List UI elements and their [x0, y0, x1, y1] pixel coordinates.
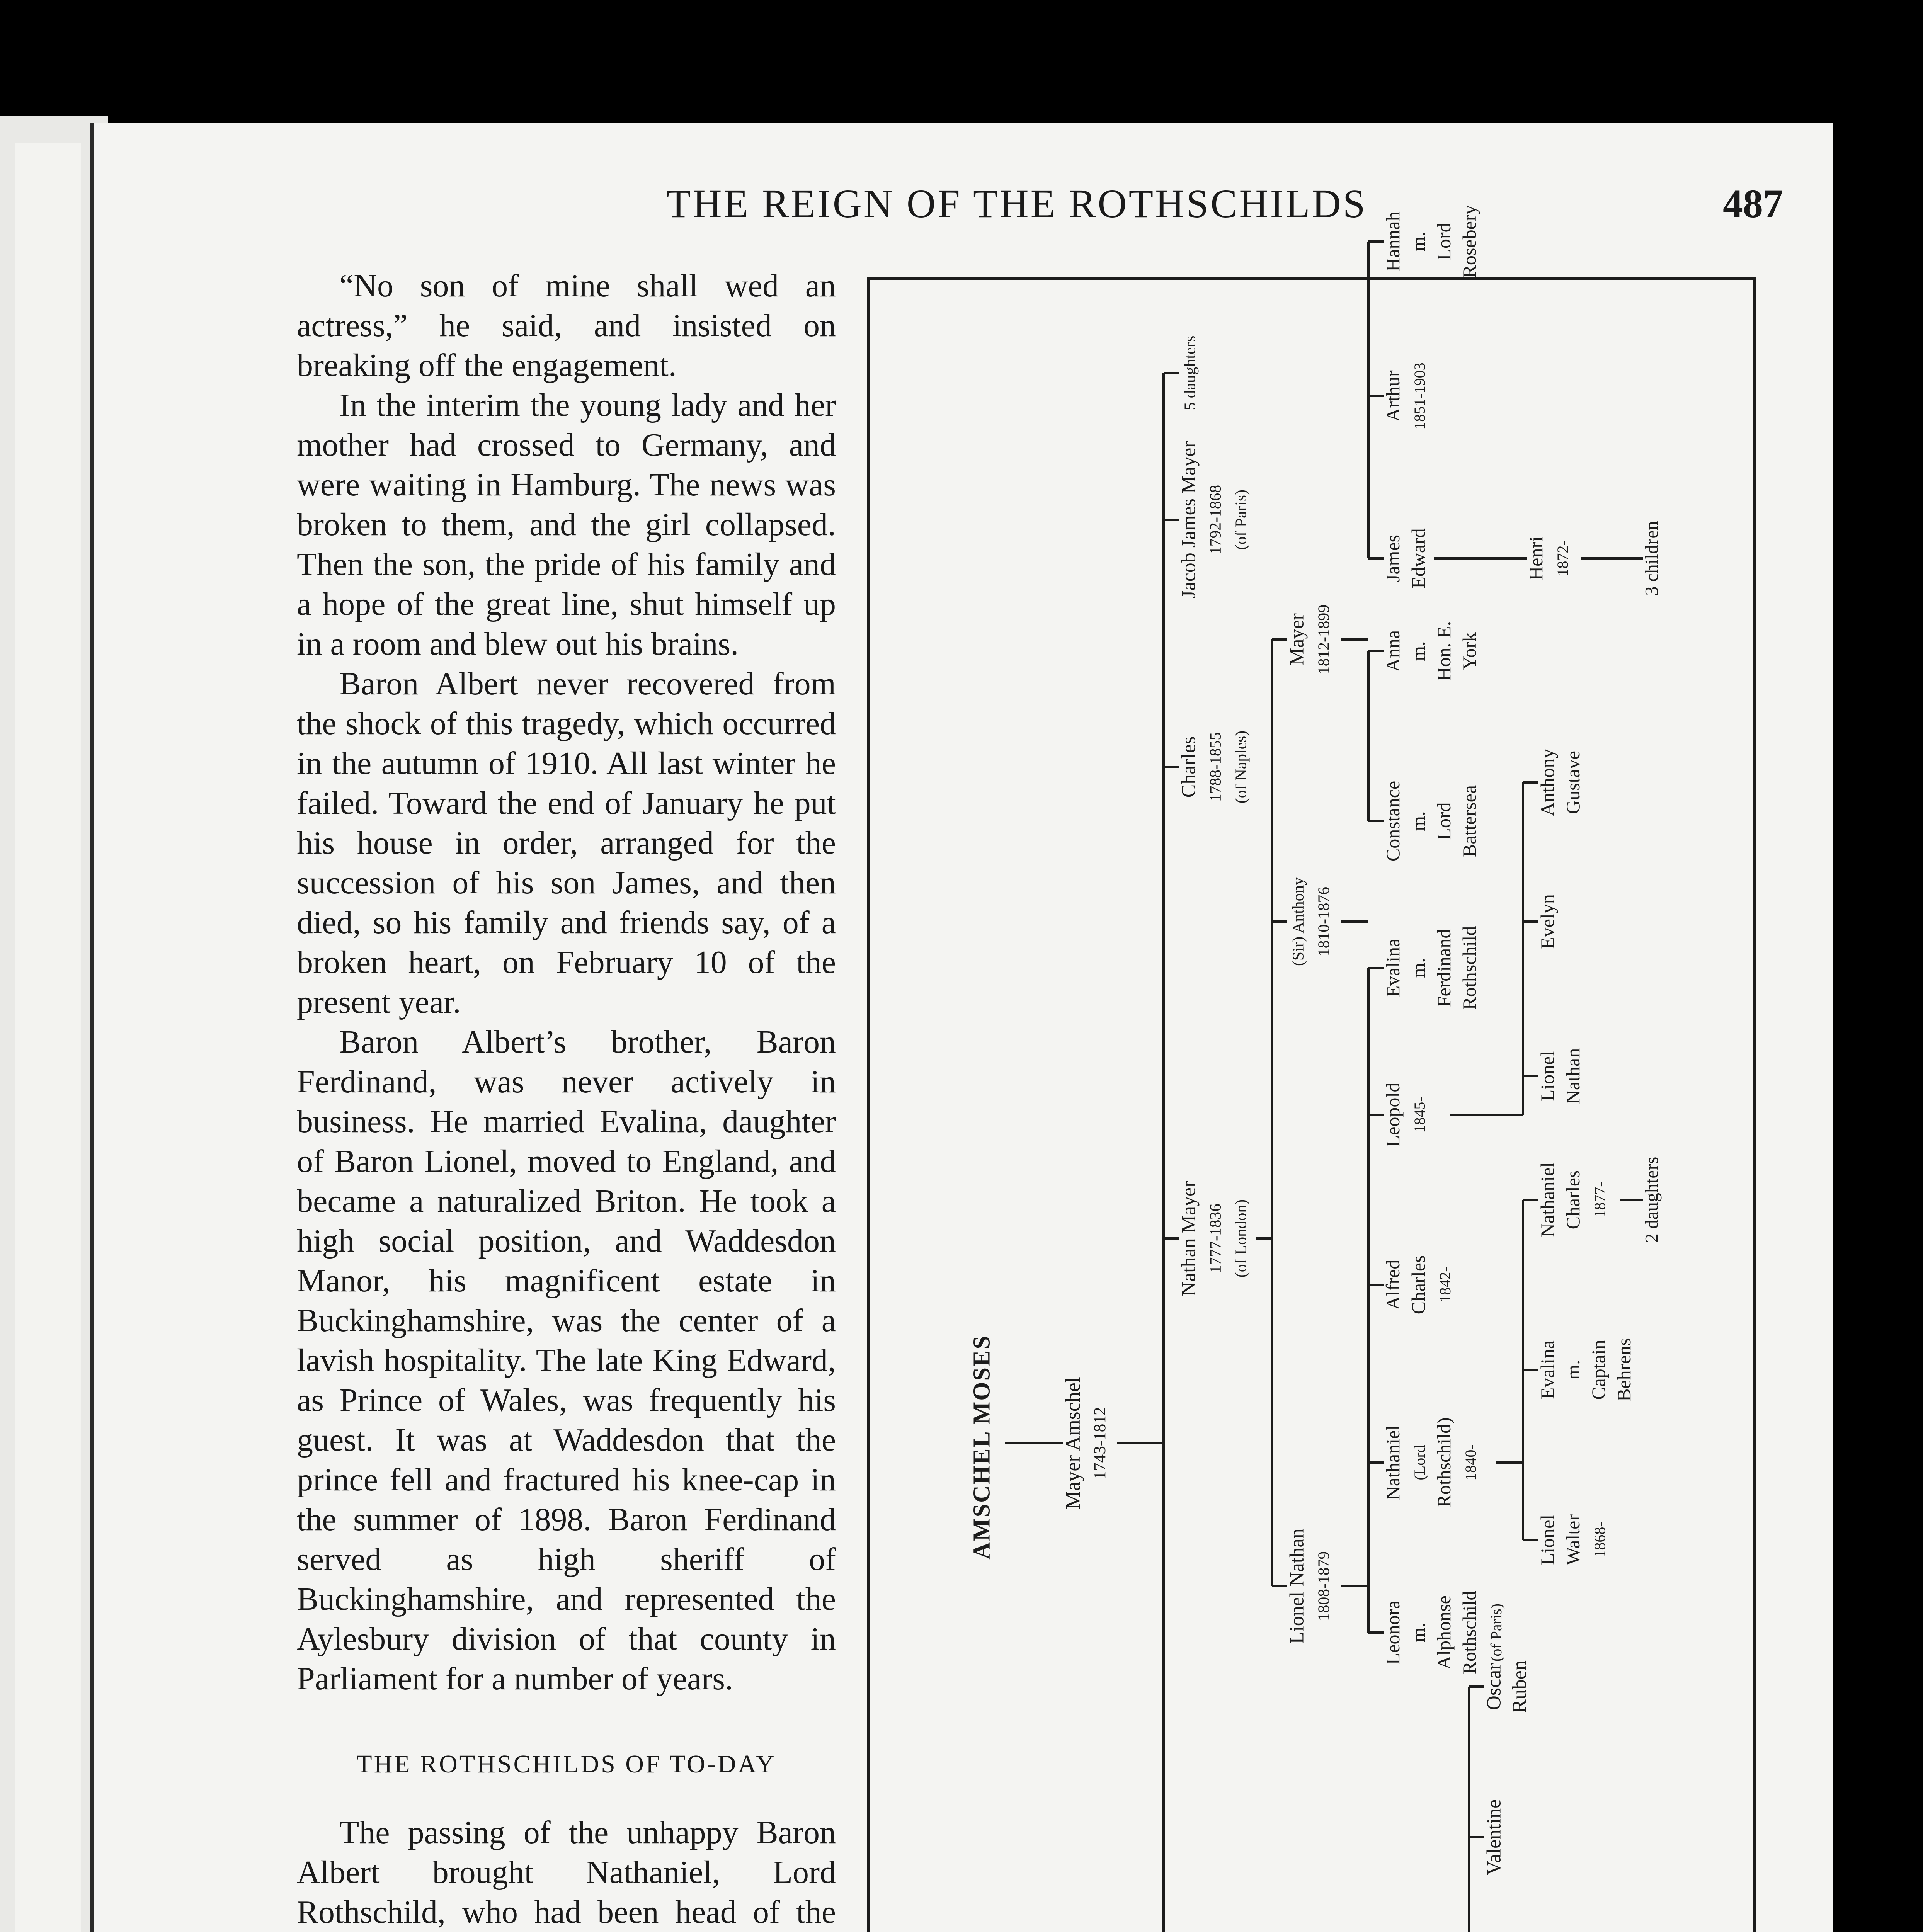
left-page-paper — [15, 143, 81, 1932]
person-label: Mayer 1812-1899 — [1286, 604, 1332, 675]
person-label: Lionel Walter 1868- — [1537, 1514, 1608, 1566]
person-label: Charles 1788-1855 (of Naples) — [1178, 730, 1250, 804]
paragraph: In the interim the young lady and her mother had crossed to Germany, and were waiting in Hamburg. The news was broken to them, and the girl collapsed. Then the son, the pride of his family and a hope of the great line, shut himself up in a room and blew out his brains. — [297, 387, 836, 662]
person-label: Oscar Ruben — [1483, 1660, 1531, 1713]
person-label: 3 children — [1641, 521, 1662, 596]
person-label: Arthur 1851-1903 — [1382, 362, 1428, 430]
person-label: Lionel Nathan 1808-1879 — [1286, 1528, 1332, 1644]
person-label: Anna m. Hon. E. York — [1382, 621, 1480, 681]
person-label: James Edward — [1382, 528, 1429, 588]
person-label: Nathan Mayer 1777-1836 (of London) — [1178, 1180, 1250, 1296]
person-label: Leonora m. Alphonse Rothschild (of Paris) — [1382, 1590, 1505, 1675]
paragraph: “No son of mine shall wed an actress,” he said, and insisted on breaking off the engagement. — [297, 268, 836, 383]
person-label: Alfred Charles 1842- — [1382, 1255, 1454, 1315]
page-number: 487 — [1723, 182, 1783, 226]
section-subhead: THE ROTHSCHILDS OF TO-DAY — [356, 1750, 776, 1778]
paragraph: Baron Albert never recovered from the shock of this tragedy, which occurred in the autumn of 1910. All last winter he failed. Toward the end of January he put his house in order, arranged for the succession of his son James, and then died, so his family and friends say, of a broken heart, on February 10 of the present year. — [297, 666, 836, 1020]
genealogy-tree — [870, 205, 1759, 1932]
person-label: Evalina m. Ferdinand Rothschild — [1382, 926, 1480, 1010]
person-label: Mayer Amschel 1743-1812 — [1061, 1377, 1110, 1510]
person-label: Constance m. Lord Battersea — [1382, 781, 1480, 862]
person-label: 5 daughters — [1181, 335, 1199, 410]
person-label: Evelyn — [1537, 894, 1558, 949]
paragraph: The passing of the unhappy Baron Albert brought Nathaniel, Lord Rothschild, who had been head of the — [297, 1815, 836, 1930]
person-label: Hannah m. Lord Rosebery — [1382, 205, 1480, 278]
person-label: Henri 1872- — [1525, 536, 1571, 580]
person-label: Jacob James Mayer 1792-1868 (of Paris) — [1178, 441, 1250, 599]
person-label: Anthony Gustave — [1537, 748, 1584, 816]
book-page — [90, 123, 1833, 1932]
person-label: Lionel Nathan — [1537, 1048, 1584, 1104]
person-label: Valentine — [1483, 1799, 1505, 1876]
running-title: THE REIGN OF THE ROTHSCHILDS — [666, 182, 1367, 226]
person-label: (Sir) Anthony 1810-1876 — [1289, 877, 1332, 966]
person-label: 2 daughters — [1641, 1156, 1662, 1243]
person-label: Leopold 1845- — [1382, 1082, 1428, 1147]
root-ancestor: AMSCHEL MOSES — [968, 1335, 995, 1560]
article-column — [297, 266, 836, 1932]
genealogy-chart — [867, 205, 1756, 1932]
person-label: Nathaniel (Lord Rothschild) 1840- — [1382, 1417, 1479, 1508]
person-label: Nathaniel Charles 1877- — [1537, 1162, 1608, 1238]
person-label: Evalina m. Captain Behrens — [1537, 1338, 1635, 1401]
page-header — [94, 181, 1833, 235]
paragraph: Baron Albert’s brother, Baron Ferdinand, was never actively in business. He married Evalina, daughter of Baron Lionel, moved to England, and became a naturalized Briton. He took a high social position, and Waddesdon Manor, his magnificent estate in Buckinghamshire, was the center of a lavish hospitality. The late King Edward, as Prince of Wales, was frequently his guest. It was at Waddesdon that the prince fell and fractured his knee-cap in the summer of 1898. Baron Ferdinand served as high sheriff of Buckinghamshire, and represented the Aylesbury division of that county in Parliament for a number of years. — [297, 1024, 836, 1697]
